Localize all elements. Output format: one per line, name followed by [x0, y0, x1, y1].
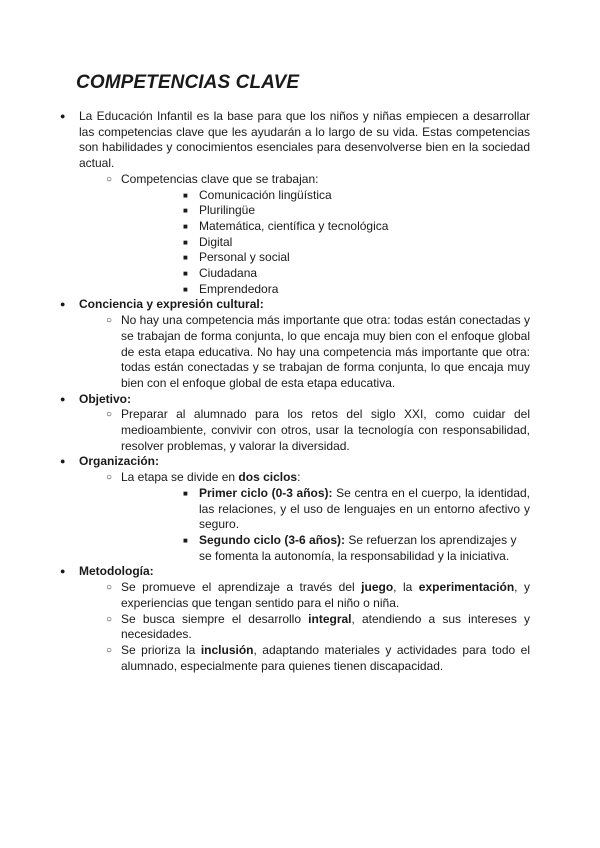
competencia-label: Comunicación lingüística [199, 187, 332, 202]
ciclo-label: Segundo ciclo (3-6 años): [199, 532, 346, 547]
list-item-intro [50, 109, 530, 297]
ciclo-text [199, 533, 530, 564]
square-bullet-icon: ■ [183, 488, 188, 498]
bullet-icon: ● [60, 299, 66, 310]
document-body [50, 109, 530, 674]
competencia-label: Digital [199, 234, 233, 249]
text-segment: , y experiencias que tengan sentido para el niño o niña. [121, 580, 530, 610]
ciclo-label: Primer ciclo (0-3 años): [199, 485, 333, 500]
conciencia-item [79, 313, 530, 392]
metodologia-sublist [79, 580, 530, 674]
ciclo-item [121, 486, 530, 533]
organizacion-intro-bold: dos ciclos [238, 470, 298, 485]
conciencia-text: No hay una competencia más importante que otra: todas están conectadas y se trabajan de forma conjunta, lo que encaja muy bien con el enfoque global de esta etapa educativa. No hay una competencia más importante que otra: todas están conectadas y se trabajan de forma conjunta, lo que encaja muy bien con el enfoque global de esta etapa educativa. [121, 313, 530, 390]
competencia-item [121, 266, 530, 282]
ciclo-item [121, 533, 530, 564]
objetivo-text: Preparar al alumnado para los retos del siglo XXI, como cuidar del medioambiente, convivir con otros, usar la tecnología con responsabilidad, resolver problemas, y valorar la diversidad. [121, 407, 530, 453]
bullet-icon: ● [60, 393, 66, 404]
text-segment: , la [393, 580, 419, 595]
competencia-label: Ciudadana [199, 266, 258, 281]
competencia-label: Plurilingüe [199, 203, 256, 218]
circle-bullet-icon: ○ [106, 472, 113, 484]
section-heading-conciencia: Conciencia y expresión cultural: [79, 297, 264, 312]
text-segment: Se prioriza la [121, 642, 201, 657]
organizacion-sublist [79, 470, 530, 564]
organizacion-item [79, 470, 530, 564]
bold-term: experimentación [418, 580, 515, 595]
square-bullet-icon: ■ [183, 190, 188, 200]
bullet-icon: ● [60, 111, 66, 121]
ciclo-description: Se refuerzan los aprendizajes y se fomenta la autonomía, la responsabilidad y la iniciativa. [199, 532, 517, 563]
metodologia-item [79, 643, 530, 674]
square-bullet-icon: ■ [183, 206, 188, 216]
list-item-metodologia [50, 564, 530, 674]
organizacion-intro-text: La etapa se divide en [121, 470, 239, 485]
conciencia-sublist [79, 313, 530, 392]
list-item-organizacion [50, 454, 530, 564]
circle-bullet-icon: ○ [106, 613, 113, 625]
competencia-label: Personal y social [199, 250, 290, 265]
competencia-item [121, 188, 530, 204]
square-bullet-icon: ■ [183, 221, 188, 231]
text-segment: , atendiendo a sus intereses y necesidades. [121, 611, 530, 642]
ciclo-description: Se centra en el cuerpo, la identidad, las relaciones, y el uso de lenguajes en un entorno afectivo y seguro. [199, 485, 530, 532]
competencias-list [121, 188, 530, 298]
circle-bullet-icon: ○ [106, 173, 113, 185]
bullet-icon: ● [60, 456, 66, 467]
competencia-item [121, 203, 530, 219]
square-bullet-icon: ■ [183, 237, 188, 247]
competencia-item [121, 235, 530, 251]
text-segment: , adaptando materiales y actividades para todo el alumnado, especialmente para quienes tienen discapacidad. [121, 642, 530, 673]
objetivo-item [79, 407, 530, 454]
main-list [50, 109, 530, 674]
objetivo-sublist [79, 407, 530, 454]
ciclos-list [121, 486, 530, 565]
organizacion-intro-colon: : [297, 470, 301, 485]
square-bullet-icon: ■ [183, 253, 188, 263]
list-item-conciencia [50, 297, 530, 391]
square-bullet-icon: ■ [183, 284, 188, 294]
text-segment: Se busca siempre el desarrollo [121, 611, 309, 626]
list-item-objetivo [50, 392, 530, 455]
competencia-item [121, 219, 530, 235]
page-title: COMPETENCIAS CLAVE [76, 72, 300, 93]
metodologia-text [121, 612, 530, 643]
square-bullet-icon: ■ [183, 269, 188, 279]
intro-text: La Educación Infantil es la base para que los niños y niñas empiecen a desarrollar las competencias clave que les ayudarán a lo largo de su vida. Estas competencias son habilidades y conocimientos esenciales para desenvolverse bien en la sociedad actual. [79, 109, 530, 171]
list-item-competencias [79, 172, 530, 298]
circle-bullet-icon: ○ [106, 582, 113, 594]
organizacion-intro [121, 470, 530, 486]
competencia-label: Emprendedora [199, 281, 279, 296]
section-heading-metodologia: Metodología: [79, 564, 154, 579]
competencia-item [121, 282, 530, 298]
metodologia-text [121, 643, 530, 674]
bold-term: integral [308, 611, 352, 626]
competencias-label: Competencias clave que se trabajan: [121, 171, 319, 186]
metodologia-text [121, 580, 530, 611]
circle-bullet-icon: ○ [106, 315, 113, 327]
section-heading-objetivo: Objetivo: [79, 391, 132, 406]
circle-bullet-icon: ○ [106, 644, 113, 656]
metodologia-item [79, 612, 530, 643]
bullet-icon: ● [60, 566, 66, 577]
section-heading-organizacion: Organización: [79, 454, 160, 469]
intro-sublist [79, 172, 530, 298]
metodologia-item [79, 580, 530, 611]
text-segment: Se promueve el aprendizaje a través del [121, 580, 362, 595]
circle-bullet-icon: ○ [106, 409, 113, 421]
ciclo-text [199, 486, 530, 533]
competencia-item [121, 250, 530, 266]
bold-term: inclusión [200, 642, 254, 657]
competencia-label: Matemática, científica y tecnológica [199, 218, 389, 233]
square-bullet-icon: ■ [183, 535, 188, 545]
bold-term: juego [361, 580, 394, 595]
